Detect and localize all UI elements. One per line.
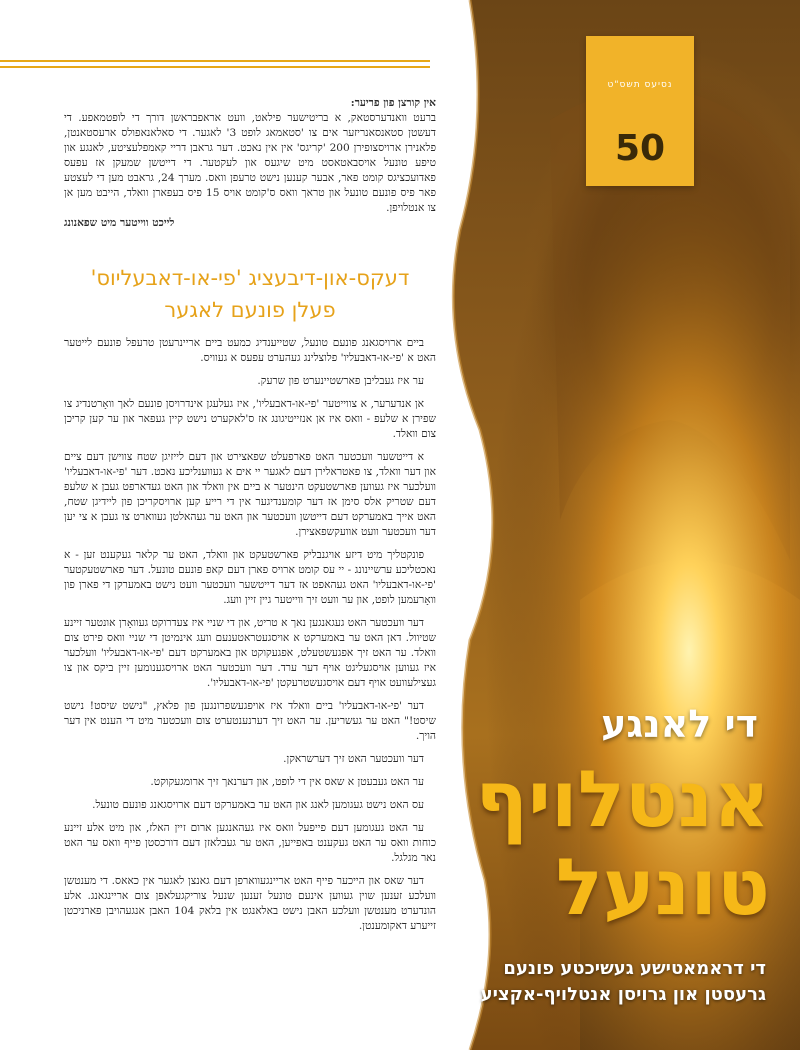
body-paragraph: דער וועכטער האט געגאנגען נאך א טריט, און די שניי איז צעדרוקט געוואָרן אונטער זיינע שטיוול. דאן האט ער באמערקט א אויסגעטראטענעם וועג אינמיטן די שניי וואס פירט צום וואלד. ער האט זיך אפגעשטעלט, אפגעקוקט און באמערקט דעם 'פי-או-דאבעליו' וועלכער איז געווען אויסגעליגט אויף דער ערד. דער וועכטער האט ארויסגענומען זיין ביקס און צו געצילעוועט אויף דעם אויסגעשטרעקטן 'פי-או-דאבעליו'.: [64, 617, 436, 689]
title-kicker: די לאנגע: [601, 702, 758, 746]
body-paragraph: דער 'פי-או-דאבעליו' ביים וואלד איז אויפגעשפרונגען פון פלאץ, "נישט שיסט! נישט שיסט!" האט ער געשריען. ער האט זיך דערנענטערט צום וועכטער מיט די הענט אין דער הויך.: [64, 700, 436, 742]
intro-credit: לייכט ווייטער מיט שפאנונג: [64, 217, 175, 229]
page-number: 50: [614, 128, 666, 169]
top-decorative-line: [0, 66, 470, 68]
body-paragraph: עס האט נישט געגומען לאנג און האט ער באמערקט דעם ארויסגאנג פונעם טונעל.: [92, 799, 424, 811]
article-body: [64, 336, 436, 942]
body-paragraph: ער איז געבליבן פארשטיינערט פון שרעק.: [257, 375, 424, 387]
intro-block: [64, 96, 436, 231]
body-paragraph: א דייטשער וועכטער האט פארפעלט שפאצירט און דעם לייזיגן שטח צווישן דעם ציים און דער וואלד, צו פאטראלירן דעם לאגער יי אים א געווענליכע נאכט. דער 'פי-או-דאבעליו' וועלכער איז געווען פארשטעקט הינטער א ביים אין וואלד און האט געדארפט געבן א שלעפ דעם שטריק אלס סימן אז דער קומענדיגער אין די רייע קען ארויסקריכן פון ליידיגן שטח, האט אייך באמערקט דעם דייטשן וועכטער און האט ער געהאלטן געווארט צו געבן א צי יען דער וועכטער וועט אוועקשפאצירן.: [64, 451, 436, 538]
section-headline: [64, 262, 436, 326]
headline-line-2: פעלן פונעם לאגער: [164, 298, 336, 322]
body-paragraph: ער האט געבעטן א שאס אין די לופט, און דערנאך זיך ארומגעקוקט.: [150, 776, 424, 788]
body-paragraph: דער וועכטער האט זיך דערשראקן.: [283, 753, 424, 765]
section-label: נסיעס תשס"ט: [607, 80, 673, 90]
body-paragraph: פונקטליך מיט דיזע אויגנבליק פארשטעקט און וואלד, האט ער קלאר געקענט זען - א נאכטליכע ערשיינונג - יי עס קומט ארויס פארן דעם קאפ פונעם טונעל. דער פארשטעקטער 'פי-או-דאבעליו' האט געהאפט אז דער דייטשער וועכטער וועט נישט באמערקן די פארן פון וואָרעמען לופט, און ער וועט זיך ווייטער גיין זיין וועג.: [64, 549, 436, 606]
body-paragraph: אן אנדערער, א צווייטער 'פי-או-דאבעליו', איז געלעגן אינדרויסן פונעם לאך וואָרטנדיג צו שפירן א שלעפ - וואס איז אן אנזייטיגונג אז ס'לאקערט נישט קיין געפאר און ער קען קריכן צום וואלד.: [64, 398, 436, 440]
title-word-1: אנטלויף: [475, 755, 770, 845]
headline-line-1: דעקס-און-דיבעציג 'פי-או-דאבעליוס': [90, 266, 410, 290]
subtitle-line-1: די דראמאטישע געשיכטע פונעם: [503, 958, 766, 979]
page-number-tab: [586, 36, 694, 186]
subtitle-line-2: גרעסטן און גרויסן אנטלויף-אקציע: [480, 984, 766, 1005]
body-paragraph: ער האט געגומען דעם פייפעל וואס איז געהאנגען ארום זיין האלז, און מיט אלע זיינע כוחות וואס ער האט געקענט באפייען, האט ער געבלאזן דעם דורכסטן פייף וואס ער האט נאר מגלגל.: [64, 822, 436, 864]
title-word-2: טונעל: [555, 843, 770, 933]
top-decorative-line: [0, 60, 470, 62]
body-paragraph: ביים ארויסגאנג פונעם טונעל, שטייענדיג כמעט ביים אריינרעטן טרעפל פונעם לייטער האט א 'פי-או-דאבעליו' פלוצלינג געהערט עפעס א געוויס.: [64, 337, 436, 364]
intro-byline: אין קורצן פון פריער:: [350, 97, 436, 109]
body-paragraph: דער שאס און הייכער פייף האט אריינגעווארפן דעם גאנצן לאגער אין כאאס. די מענטשן וועלכע זענען שוין געווען אינעם טונעל זענען שנעל צוריקגעלאפן צום אריינגאנג. אלע הונדערט מענטשן וועלכע האבן נישט באלאנגט אין בלאק 104 האבן אנגעהויבן פארניכטן זייערע דאקומענטן.: [64, 875, 436, 932]
intro-text: ברעט וואנדערסטאק, א בריטישער פילאט, וועט אראפבראשן דורך די לופטמאפע. די דעשטן סטאנסאנריזער אים צו 'סטאמאג לופט 3' לאגער. די סאלאנאפולס ארעסטאנטן, פלאנירן ארויסצופירן 200 'קריגס' אין אין נאכט. דער גראבן דריי קאמפלעציטע, לאנגע און טיפע טונעל אויסבאטאסט מיט שיגעס און לעקטער. די דייטשן שמעקן אז עפעס פאדועכציגס קומט פאר, אבער קענען נישט טרעפן וואס. מערך 24, גראבט מען די לעצטע פאר פיס פונעם טונעל און טראך וואס ס'קומט אויס 15 פיס בעפארן וואלד, הייבט מען אן צו אנטלויפן.: [64, 112, 436, 214]
